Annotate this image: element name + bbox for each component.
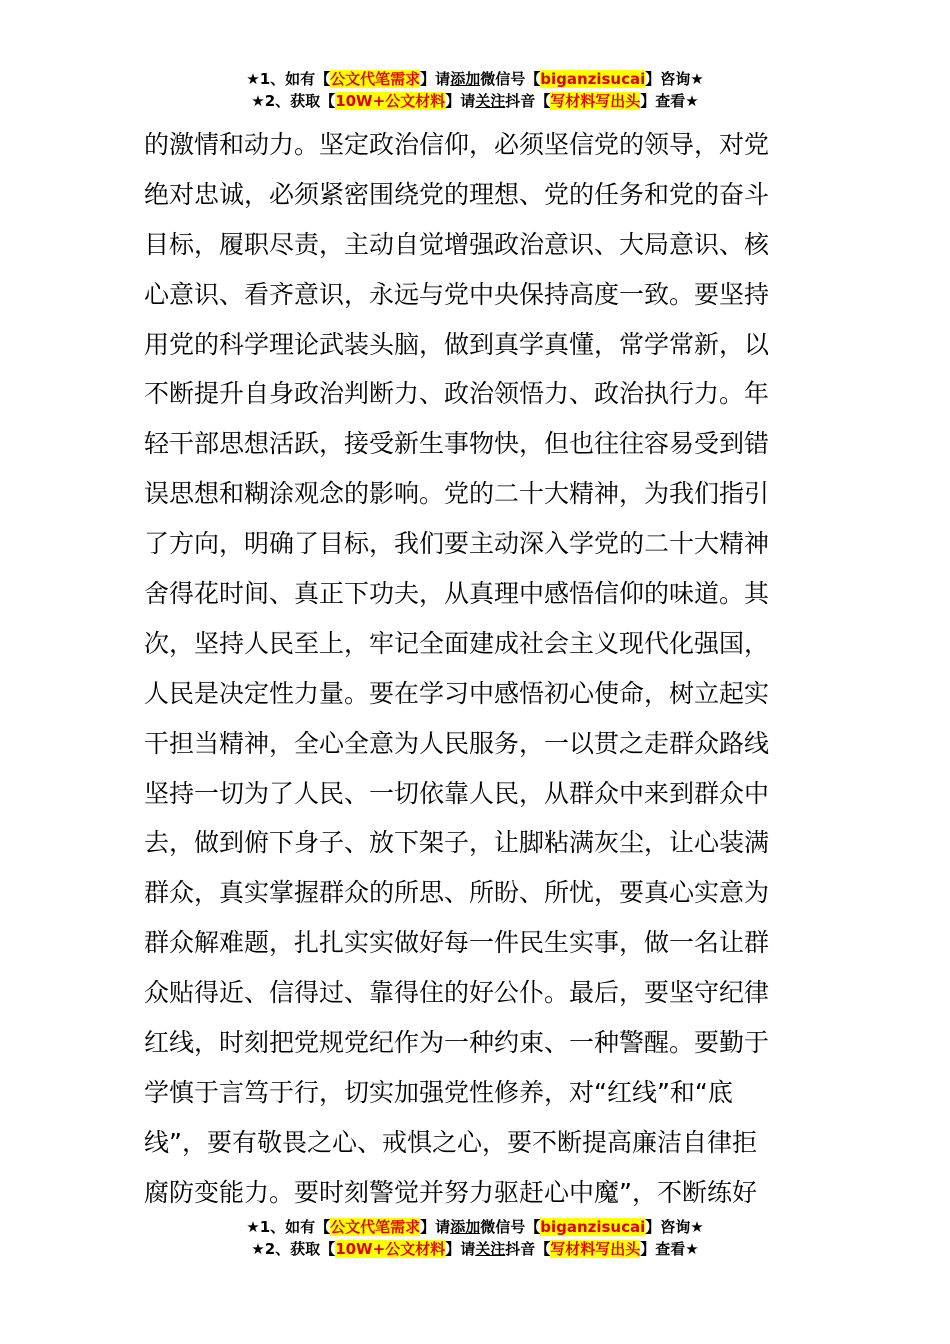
banner-text: ★2、获取【 [251, 92, 336, 110]
body-line: 众贴得近、信得过、靠得住的好公仆。最后，要坚守纪律 [144, 978, 770, 1008]
banner-line-2 [0, 90, 950, 112]
footer-banner [0, 1216, 950, 1260]
banner-text: 微信号【 [480, 70, 541, 88]
body-line: 的激情和动力。坚定政治信仰，必须坚信党的领导，对党 [144, 130, 770, 159]
banner-highlight: 10W+公文材料 [335, 1240, 446, 1258]
banner-underline: 添加 [450, 70, 481, 88]
body-line: 干担当精神，全心全意为人民服务，一以贯之走群众路线 [144, 728, 770, 758]
banner-underline: 关注 [475, 92, 506, 110]
banner-highlight: biganzisucai [540, 1218, 646, 1236]
banner-text: 】查看★ [640, 1240, 699, 1258]
banner-highlight: 写材料写出头 [550, 92, 641, 110]
body-line: 人民是决定性力量。要在学习中感悟初心使命，树立起实 [144, 678, 770, 708]
banner-line-1 [0, 68, 950, 90]
banner-text: 抖音【 [505, 92, 551, 110]
banner-underline: 添加 [450, 1218, 481, 1236]
banner-text: 】咨询★ [645, 70, 704, 88]
body-line: 用党的科学理论武装头脑，做到真学真懂，常学常新，以 [144, 329, 770, 359]
body-line: 线”，要有敬畏之心、戒惧之心，要不断提高廉洁自律拒 [144, 1127, 757, 1157]
body-line: 学慎于言笃于行，切实加强党性修养，对“红线”和“底 [144, 1077, 733, 1107]
body-line: 不断提升自身政治判断力、政治领悟力、政治执行力。年 [144, 379, 770, 409]
banner-text: 】请 [420, 70, 451, 88]
banner-text: ★1、如有【 [246, 70, 331, 88]
body-line: 了方向，明确了目标，我们要主动深入学党的二十大精神 [144, 529, 770, 559]
body-line: 次，坚持人民至上，牢记全面建成社会主义现代化强国， [144, 628, 770, 658]
body-line: 目标，履职尽责，主动自觉增强政治意识、大局意识、核 [144, 229, 770, 259]
banner-highlight: 写材料写出头 [550, 1240, 641, 1258]
banner-text: 微信号【 [480, 1218, 541, 1236]
banner-line-2 [0, 1238, 950, 1260]
banner-highlight: biganzisucai [540, 70, 646, 88]
banner-text: 抖音【 [505, 1240, 551, 1258]
banner-underline: 关注 [475, 1240, 506, 1258]
banner-text: ★1、如有【 [246, 1218, 331, 1236]
document-body [144, 120, 808, 1218]
banner-text: 】查看★ [640, 92, 699, 110]
body-line: 舍得花时间、真正下功夫，从真理中感悟信仰的味道。其 [144, 579, 770, 609]
banner-text: 】咨询★ [645, 1218, 704, 1236]
banner-line-1 [0, 1216, 950, 1238]
banner-text: 】请 [420, 1218, 451, 1236]
body-line: 群众解难题，扎扎实实做好每一件民生实事，做一名让群 [144, 928, 770, 958]
body-line: 红线，时刻把党规党纪作为一种约束、一种警醒。要勤于 [144, 1028, 770, 1058]
banner-highlight: 公文代笔需求 [330, 70, 421, 88]
body-line: 去，做到俯下身子、放下架子，让脚粘满灰尘，让心装满 [144, 828, 770, 858]
body-line: 群众，真实掌握群众的所思、所盼、所忧，要真心实意为 [144, 878, 770, 908]
body-line: 坚持一切为了人民、一切依靠人民，从群众中来到群众中 [144, 778, 770, 808]
banner-text: ★2、获取【 [251, 1240, 336, 1258]
body-line: 心意识、看齐意识，永远与党中央保持高度一致。要坚持 [144, 279, 770, 309]
body-line: 轻干部思想活跃，接受新生事物快，但也往往容易受到错 [144, 429, 770, 459]
header-banner [0, 68, 950, 112]
banner-text: 】请 [445, 92, 476, 110]
banner-highlight: 10W+公文材料 [335, 92, 446, 110]
body-line: 腐防变能力。要时刻警觉并努力驱赶心中魔”，不断练好 [144, 1177, 757, 1207]
banner-text: 】请 [445, 1240, 476, 1258]
body-line: 误思想和糊涂观念的影响。党的二十大精神，为我们指引 [144, 479, 770, 509]
body-line: 绝对忠诚，必须紧密围绕党的理想、党的任务和党的奋斗 [144, 179, 770, 209]
banner-highlight: 公文代笔需求 [330, 1218, 421, 1236]
